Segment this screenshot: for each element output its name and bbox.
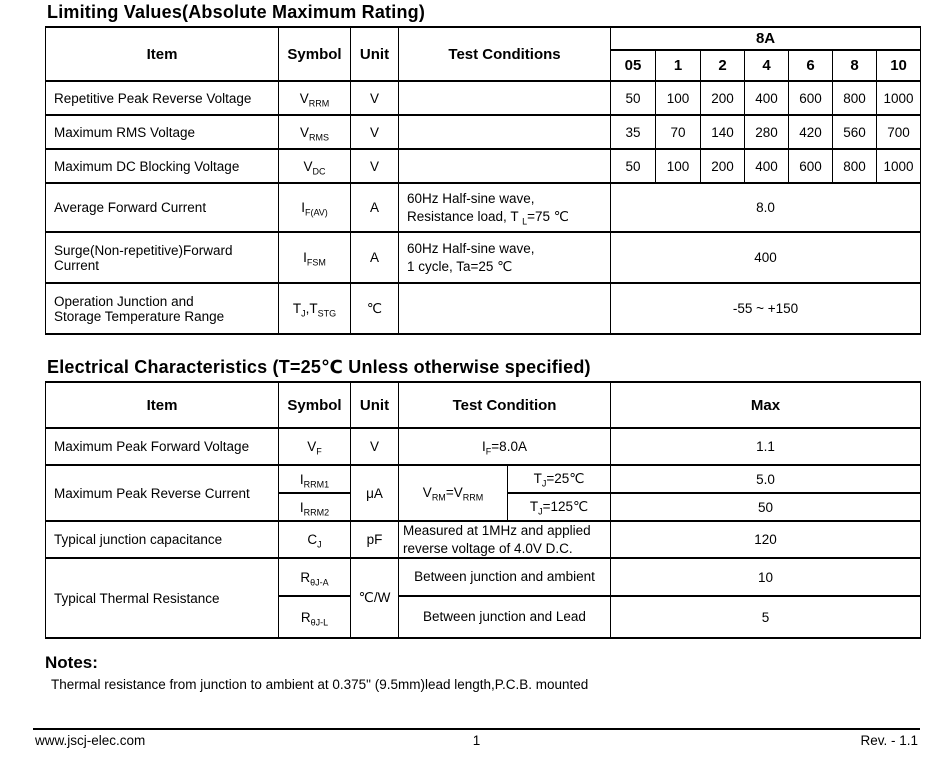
electrical-characteristics-title: Electrical Characteristics (T=25℃ Unless otherwise specified) [47, 357, 591, 377]
symbol-cell [279, 283, 351, 334]
max-value-cell: 50 [611, 493, 921, 521]
value-cell: 140 [701, 115, 745, 149]
symbol-cell [279, 493, 351, 521]
table-row [46, 115, 921, 149]
item-cell: Average Forward Current [46, 183, 279, 232]
unit-cell: A [351, 232, 399, 283]
test-conditions-cell-empty [399, 149, 611, 183]
test-condition-line: reverse voltage of 4.0V D.C. [403, 540, 573, 556]
value-cell: 560 [833, 115, 877, 149]
symbol-subscript: DC [312, 166, 326, 177]
symbol-main: V [303, 158, 313, 174]
variant-column-10: 10 [877, 50, 921, 81]
max-value-cell: 120 [611, 521, 921, 558]
symbol-subscript: RRM [308, 98, 330, 109]
max-value-cell: 5.0 [611, 465, 921, 493]
merged-value-cell: 400 [611, 232, 921, 283]
symbol-subscript: STG [317, 308, 337, 319]
symbol-cell [279, 183, 351, 232]
merged-value-cell: -55 ~ +150 [611, 283, 921, 334]
max-value-cell: 5 [611, 596, 921, 638]
test-conditions-cell [399, 183, 611, 232]
symbol-subscript: J [301, 308, 306, 319]
unit-cell: ℃/W [351, 558, 399, 638]
symbol-subscript: θJ-A [310, 577, 329, 588]
test-conditions-cell [399, 232, 611, 283]
item-cell: Maximum RMS Voltage [46, 115, 279, 149]
test-conditions-cell-empty [399, 283, 611, 334]
symbol-main: T [292, 301, 302, 316]
symbol-subscript: F [316, 446, 322, 457]
symbol-main: I [299, 499, 304, 515]
merged-value-cell: 8.0 [611, 183, 921, 232]
symbol-main: V [307, 439, 317, 454]
symbol-subscript: FSM [306, 257, 326, 268]
symbol-cell [279, 232, 351, 283]
value-cell: 200 [701, 81, 745, 115]
footer-website: www.jscj-elec.com [35, 733, 146, 748]
test-condition-line: 1 cycle, Ta=25 ℃ [407, 258, 513, 274]
limiting-header-unit: Unit [351, 27, 399, 81]
value-cell: 280 [745, 115, 789, 149]
limiting-values-table [45, 26, 921, 335]
variant-column-4: 4 [745, 50, 789, 81]
unit-cell: V [351, 81, 399, 115]
variant-column-8: 8 [833, 50, 877, 81]
item-cell: Typical Thermal Resistance [46, 558, 279, 638]
table-row [46, 283, 921, 334]
table-row [46, 81, 921, 115]
value-cell: 1000 [877, 81, 921, 115]
test-condition-line: 60Hz Half-sine wave, [407, 240, 535, 256]
table-row [46, 558, 921, 596]
limiting-values-title: Limiting Values(Absolute Maximum Rating) [47, 2, 426, 22]
test-condition-line: Measured at 1MHz and applied [403, 523, 591, 538]
test-condition-cell [399, 521, 611, 558]
unit-cell: V [351, 428, 399, 465]
electrical-header-item: Item [46, 382, 279, 428]
symbol-main: V [299, 124, 309, 140]
page-footer [33, 728, 920, 753]
symbol-subscript: RRM1 [303, 479, 330, 490]
footer-row [33, 733, 920, 753]
value-cell: 1000 [877, 149, 921, 183]
symbol-cell [279, 428, 351, 465]
value-cell: 600 [789, 81, 833, 115]
unit-cell: V [351, 115, 399, 149]
symbol-subscript: J [317, 539, 322, 550]
symbol-cell [279, 115, 351, 149]
value-cell: 700 [877, 115, 921, 149]
item-cell: Operation Junction and Storage Temperature Range [46, 283, 279, 334]
symbol-cell [279, 81, 351, 115]
table-row [46, 428, 921, 465]
item-cell: Maximum DC Blocking Voltage [46, 149, 279, 183]
footer-revision: Rev. - 1.1 [860, 733, 918, 748]
item-cell: Maximum Peak Forward Voltage [46, 428, 279, 465]
test-condition-cell: Between junction and ambient [399, 558, 611, 596]
table-row [46, 232, 921, 283]
electrical-characteristics-table [45, 381, 921, 639]
symbol-main: I [303, 250, 307, 265]
symbol-main: C [307, 532, 318, 548]
test-condition-cell: $I_F=8.0A$ [399, 428, 611, 465]
item-cell: Typical junction capacitance [46, 521, 279, 558]
value-cell: 400 [745, 81, 789, 115]
max-value-cell: 1.1 [611, 428, 921, 465]
value-cell: 800 [833, 81, 877, 115]
notes-title: Notes: [45, 653, 98, 673]
value-cell: 420 [789, 115, 833, 149]
notes-text: Thermal resistance from junction to ambient at 0.375" (9.5mm)lead length,P.C.B. mounted [51, 677, 589, 693]
value-cell: 50 [611, 149, 656, 183]
value-cell: 50 [611, 81, 656, 115]
symbol-main: R [300, 609, 311, 625]
table-row [46, 521, 921, 558]
footer-divider [33, 728, 920, 730]
unit-cell: A [351, 183, 399, 232]
value-cell: 200 [701, 149, 745, 183]
symbol-main: V [299, 90, 309, 106]
table-row [46, 183, 921, 232]
variant-column-6: 6 [789, 50, 833, 81]
symbol-subscript: F(AV) [304, 207, 328, 218]
symbol-cell [279, 521, 351, 558]
variant-column-2: 2 [701, 50, 745, 81]
item-cell: Maximum Peak Reverse Current [46, 465, 279, 521]
max-value-cell: 10 [611, 558, 921, 596]
symbol-main: I [299, 471, 304, 487]
test-condition-line: 60Hz Half-sine wave, [407, 190, 535, 206]
limiting-header-test-conditions: Test Conditions [399, 27, 611, 81]
symbol-cell [279, 465, 351, 493]
test-condition-cell: $V_{RM}=V_{RRM}$ [399, 465, 508, 521]
value-cell: 100 [656, 81, 701, 115]
value-cell: 35 [611, 115, 656, 149]
unit-cell: ℃ [351, 283, 399, 334]
table-row [46, 465, 921, 493]
symbol-main: R [300, 569, 311, 585]
value-cell: 70 [656, 115, 701, 149]
value-cell: 600 [789, 149, 833, 183]
unit-cell: pF [351, 521, 399, 558]
table-row [46, 149, 921, 183]
test-conditions-cell-empty [399, 81, 611, 115]
variant-column-05: 05 [611, 50, 656, 81]
item-cell: Surge(Non-repetitive)Forward Current [46, 232, 279, 283]
test-condition-cell: $T_J=25℃$ [508, 465, 611, 493]
test-conditions-cell-empty [399, 115, 611, 149]
test-condition-line: Resistance load, T $_L$=75 ℃ [407, 208, 569, 227]
limiting-header-symbol: Symbol [279, 27, 351, 81]
variant-column-1: 1 [656, 50, 701, 81]
unit-cell: V [351, 149, 399, 183]
test-condition-cell: $T_J=125℃$ [508, 493, 611, 521]
electrical-header-test-condition: Test Condition [399, 382, 611, 428]
limiting-header-series: 8A [611, 27, 921, 50]
value-cell: 400 [745, 149, 789, 183]
symbol-main: I [301, 200, 305, 215]
symbol-subscript: θJ-L [310, 617, 329, 628]
electrical-header-symbol: Symbol [279, 382, 351, 428]
symbol-cell [279, 149, 351, 183]
footer-page-number: 1 [472, 733, 481, 748]
symbol-cell [279, 596, 351, 638]
unit-cell: μA [351, 465, 399, 521]
item-cell: Repetitive Peak Reverse Voltage [46, 81, 279, 115]
symbol-cell [279, 558, 351, 596]
electrical-header-unit: Unit [351, 382, 399, 428]
limiting-header-item: Item [46, 27, 279, 81]
symbol-main: ,T [305, 301, 318, 316]
symbol-subscript: RRM2 [303, 507, 330, 518]
value-cell: 800 [833, 149, 877, 183]
value-cell: 100 [656, 149, 701, 183]
symbol-subscript: RMS [309, 132, 329, 143]
test-condition-cell: Between junction and Lead [399, 596, 611, 638]
electrical-header-max: Max [611, 382, 921, 428]
